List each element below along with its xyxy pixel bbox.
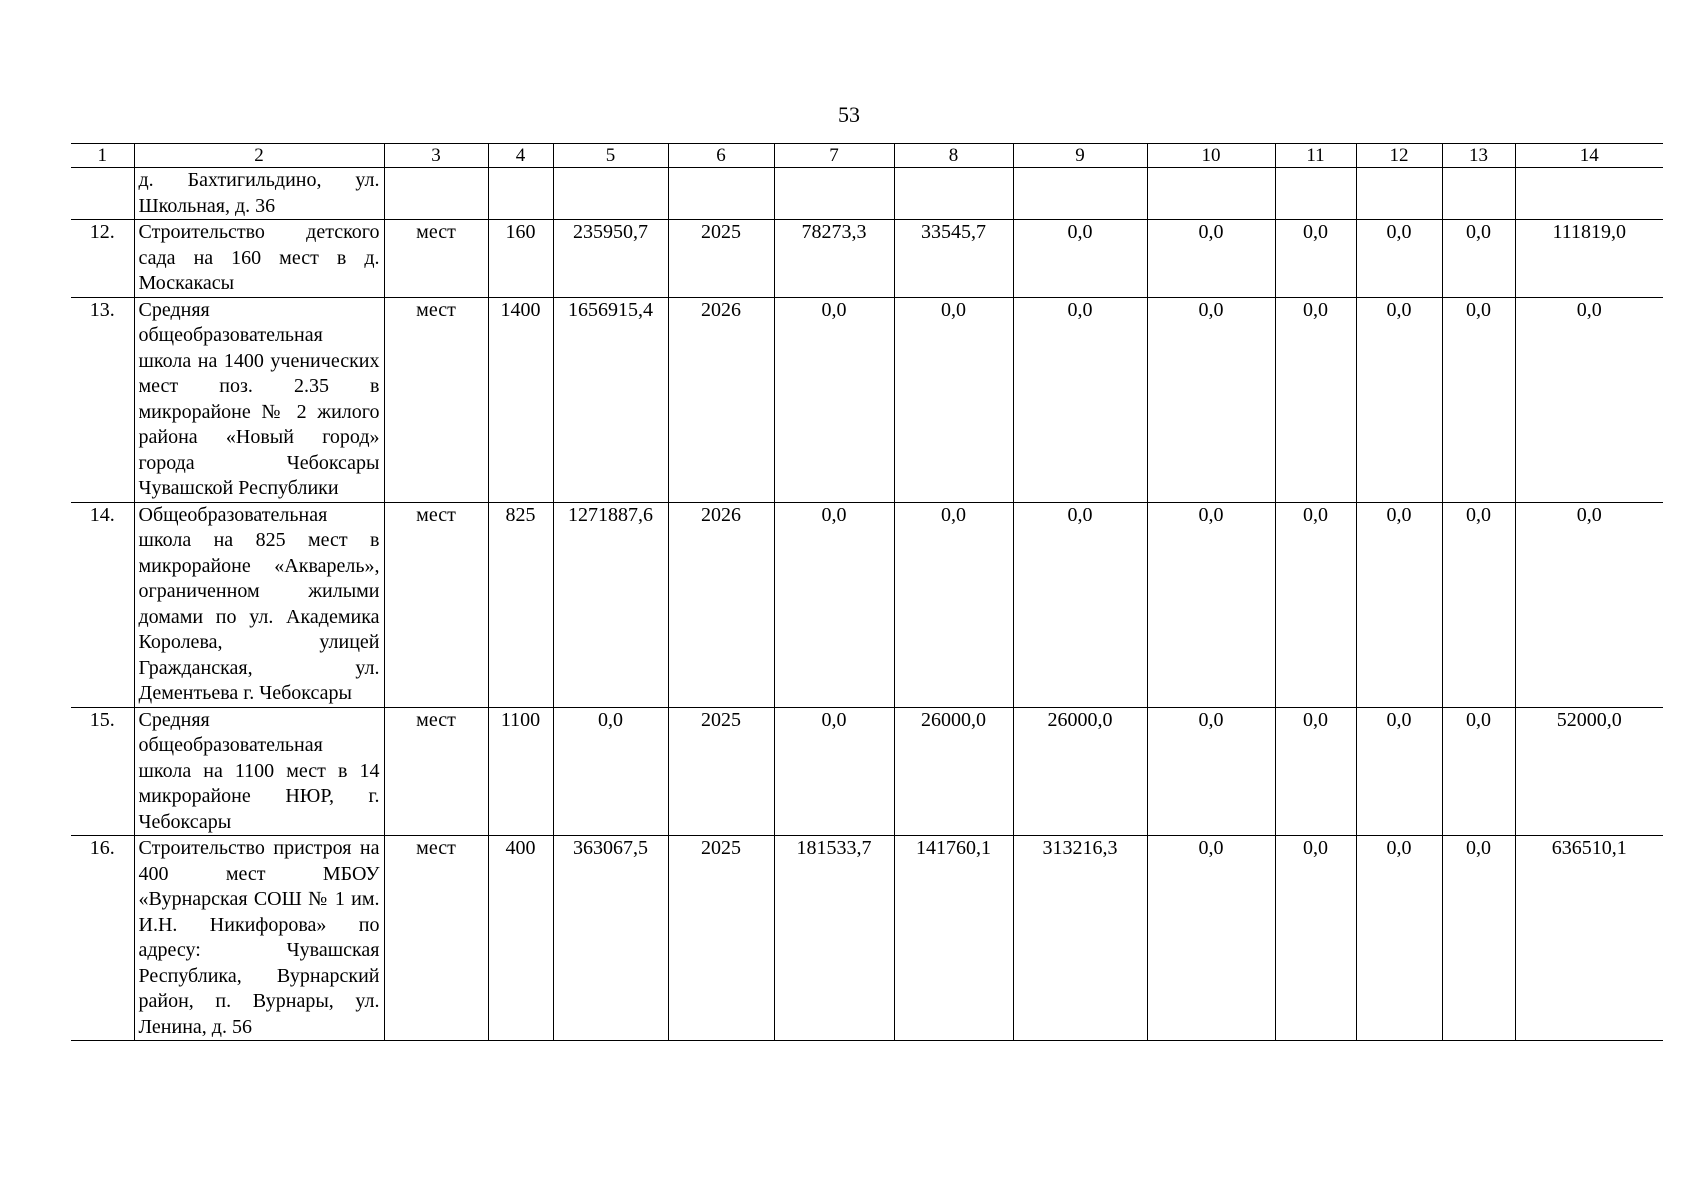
page-number: 53 xyxy=(838,102,860,127)
table-row xyxy=(71,220,1663,298)
value-cell: 26000,0 xyxy=(894,707,1013,836)
table-row xyxy=(71,502,1663,707)
table-row xyxy=(71,836,1663,1041)
value-cell: 313216,3 xyxy=(1013,836,1147,1041)
budget-table xyxy=(71,143,1663,1041)
column-header: 10 xyxy=(1147,144,1275,168)
value-cell: 0,0 xyxy=(1275,220,1356,298)
column-header: 11 xyxy=(1275,144,1356,168)
value-cell: 111819,0 xyxy=(1515,220,1663,298)
table-body xyxy=(71,168,1663,1041)
row-number-cell: 15. xyxy=(71,707,134,836)
value-cell: 141760,1 xyxy=(894,836,1013,1041)
value-cell: 2026 xyxy=(668,297,774,502)
value-cell: 0,0 xyxy=(1356,297,1442,502)
value-cell: 1100 xyxy=(488,707,553,836)
table-row xyxy=(71,297,1663,502)
value-cell xyxy=(384,168,488,220)
value-cell: 636510,1 xyxy=(1515,836,1663,1041)
table-row xyxy=(71,168,1663,220)
value-cell: мест xyxy=(384,220,488,298)
value-cell: 0,0 xyxy=(1147,836,1275,1041)
value-cell xyxy=(894,168,1013,220)
value-cell xyxy=(1356,168,1442,220)
value-cell: 0,0 xyxy=(1275,502,1356,707)
value-cell: 0,0 xyxy=(1013,502,1147,707)
value-cell xyxy=(668,168,774,220)
value-cell xyxy=(1275,168,1356,220)
value-cell: 0,0 xyxy=(1013,220,1147,298)
value-cell: 0,0 xyxy=(894,502,1013,707)
value-cell: 0,0 xyxy=(1275,836,1356,1041)
row-number-cell: 16. xyxy=(71,836,134,1041)
value-cell: мест xyxy=(384,297,488,502)
value-cell: 0,0 xyxy=(1442,707,1515,836)
row-number-cell: 12. xyxy=(71,220,134,298)
row-number-cell: 14. xyxy=(71,502,134,707)
column-header: 2 xyxy=(134,144,384,168)
column-header: 12 xyxy=(1356,144,1442,168)
value-cell: 400 xyxy=(488,836,553,1041)
value-cell xyxy=(1515,168,1663,220)
value-cell: 0,0 xyxy=(1356,502,1442,707)
object-name-cell: Строительство пристроя на 400 мест МБОУ «Вурнарская СОШ № 1 им. И.Н. Никифорова» по адресу: Чувашская Республика, Вурнарский район, п. Вурнары, ул. Ленина, д. 56 xyxy=(134,836,384,1041)
value-cell: 0,0 xyxy=(894,297,1013,502)
value-cell: 0,0 xyxy=(1147,707,1275,836)
value-cell xyxy=(488,168,553,220)
value-cell: 1400 xyxy=(488,297,553,502)
value-cell: 0,0 xyxy=(1013,297,1147,502)
value-cell: 825 xyxy=(488,502,553,707)
value-cell xyxy=(774,168,894,220)
value-cell: 52000,0 xyxy=(1515,707,1663,836)
value-cell: мест xyxy=(384,502,488,707)
object-name-cell: Средняя общеобразовательная школа на 1400 ученических мест поз. 2.35 в микрорайоне № 2 жилого района «Новый город» города Чебоксары Чувашской Республики xyxy=(134,297,384,502)
column-header: 6 xyxy=(668,144,774,168)
value-cell xyxy=(1013,168,1147,220)
value-cell: 0,0 xyxy=(1515,502,1663,707)
value-cell: 0,0 xyxy=(1147,297,1275,502)
value-cell: 0,0 xyxy=(1356,836,1442,1041)
value-cell: 235950,7 xyxy=(553,220,668,298)
value-cell: 0,0 xyxy=(1275,297,1356,502)
table-row xyxy=(71,707,1663,836)
column-header: 14 xyxy=(1515,144,1663,168)
value-cell: 0,0 xyxy=(1356,220,1442,298)
value-cell: 1271887,6 xyxy=(553,502,668,707)
value-cell: мест xyxy=(384,707,488,836)
value-cell: 26000,0 xyxy=(1013,707,1147,836)
row-number-cell xyxy=(71,168,134,220)
value-cell: 2025 xyxy=(668,836,774,1041)
object-name-cell: Средняя общеобразовательная школа на 1100 мест в 14 микрорайоне НЮР, г. Чебоксары xyxy=(134,707,384,836)
value-cell: 2025 xyxy=(668,220,774,298)
value-cell: 2026 xyxy=(668,502,774,707)
column-header: 1 xyxy=(71,144,134,168)
value-cell: 0,0 xyxy=(1442,836,1515,1041)
value-cell: 160 xyxy=(488,220,553,298)
column-number-row xyxy=(71,144,1663,168)
object-name-cell: Строительство детского сада на 160 мест в д. Москакасы xyxy=(134,220,384,298)
value-cell: 78273,3 xyxy=(774,220,894,298)
value-cell: 0,0 xyxy=(1147,220,1275,298)
value-cell: 0,0 xyxy=(1356,707,1442,836)
object-name-cell: Общеобразовательная школа на 825 мест в микрорайоне «Акварель», ограниченном жилыми домами по ул. Академика Королева, улицей Гражданская, ул. Дементьева г. Чебоксары xyxy=(134,502,384,707)
column-header: 5 xyxy=(553,144,668,168)
value-cell: 181533,7 xyxy=(774,836,894,1041)
value-cell: 0,0 xyxy=(1442,502,1515,707)
column-header: 9 xyxy=(1013,144,1147,168)
value-cell: 0,0 xyxy=(553,707,668,836)
value-cell: 1656915,4 xyxy=(553,297,668,502)
value-cell: 0,0 xyxy=(1515,297,1663,502)
column-header: 4 xyxy=(488,144,553,168)
object-name-cell: д. Бахтигильдино, ул. Школьная, д. 36 xyxy=(134,168,384,220)
value-cell: 0,0 xyxy=(1442,297,1515,502)
value-cell: 0,0 xyxy=(1147,502,1275,707)
row-number-cell: 13. xyxy=(71,297,134,502)
value-cell: 0,0 xyxy=(1442,220,1515,298)
column-header: 7 xyxy=(774,144,894,168)
value-cell: 33545,7 xyxy=(894,220,1013,298)
value-cell xyxy=(1147,168,1275,220)
column-header: 13 xyxy=(1442,144,1515,168)
value-cell: 0,0 xyxy=(1275,707,1356,836)
value-cell: 0,0 xyxy=(774,297,894,502)
value-cell xyxy=(1442,168,1515,220)
value-cell: 0,0 xyxy=(774,707,894,836)
value-cell xyxy=(553,168,668,220)
value-cell: мест xyxy=(384,836,488,1041)
value-cell: 2025 xyxy=(668,707,774,836)
value-cell: 363067,5 xyxy=(553,836,668,1041)
value-cell: 0,0 xyxy=(774,502,894,707)
column-header: 8 xyxy=(894,144,1013,168)
column-header: 3 xyxy=(384,144,488,168)
